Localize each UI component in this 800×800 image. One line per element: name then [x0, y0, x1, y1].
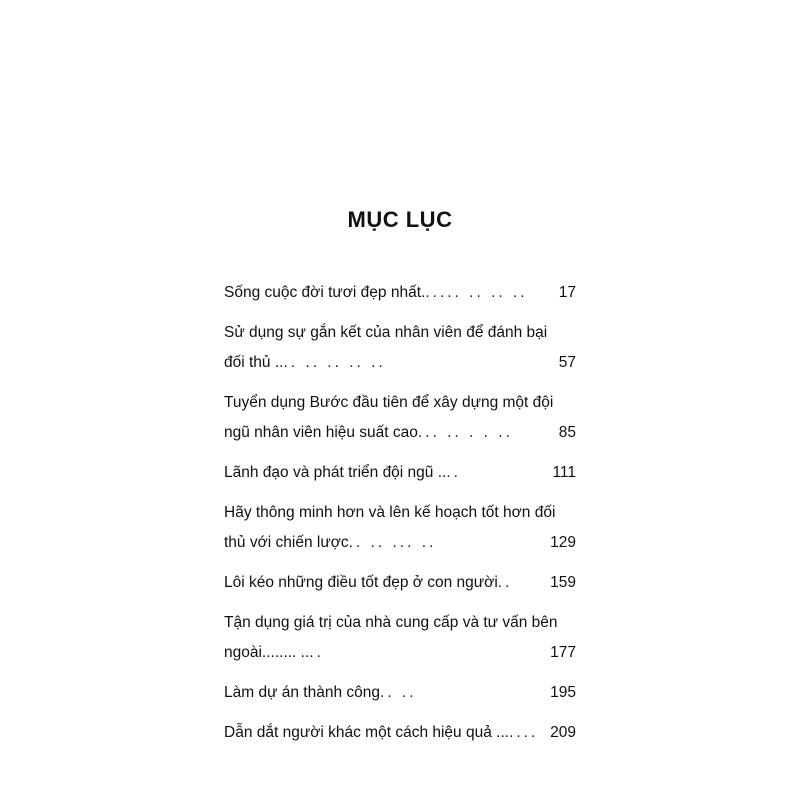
toc-entry-title: Sống cuộc đời tươi đẹp nhất.: [224, 284, 426, 301]
toc-entry: [224, 718, 576, 748]
toc-entry-line: [224, 718, 576, 748]
toc-entry-line: [224, 318, 576, 348]
toc-entry-title: đối thủ ..: [224, 354, 284, 371]
toc-entry: [224, 318, 576, 378]
toc-heading: MỤC LỤC: [347, 207, 453, 232]
toc-page-number: 111: [552, 464, 576, 481]
toc-page-number: 159: [550, 574, 576, 591]
toc-entry: [224, 278, 576, 308]
toc-page-number: 195: [550, 684, 576, 701]
toc-entry: [224, 568, 576, 598]
toc-page-number: 85: [558, 424, 576, 441]
toc-page-number: 57: [558, 354, 576, 371]
toc-entry: [224, 498, 576, 558]
toc-page-number: 177: [550, 644, 576, 661]
toc-entry-title: Hãy thông minh hơn và lên kế hoạch tốt hơn đối: [224, 504, 556, 521]
toc-dot-leader: ..: [497, 574, 513, 591]
toc-entry: [224, 458, 576, 488]
toc-dot-leader: ... .. . . ..: [417, 424, 513, 441]
toc-entry-title: ngũ nhân viên hiệu suất cao: [224, 424, 418, 441]
toc-entry-line: [224, 388, 576, 418]
toc-page-number: 129: [550, 534, 576, 551]
toc-entry-line: [224, 458, 576, 488]
toc-entry-title: Lôi kéo những điều tốt đẹp ở con người: [224, 574, 498, 591]
toc-entry-line: [224, 348, 576, 378]
toc-page-number: 209: [550, 724, 576, 741]
toc-entry-line: [224, 498, 576, 528]
toc-dot-leader: .. ..: [380, 684, 417, 701]
toc-entry: [224, 388, 576, 448]
toc-entry: [224, 608, 576, 668]
toc-dot-leader: .. .. .. .. ..: [283, 354, 386, 371]
toc-entry-title: Tuyển dụng Bước đầu tiên để xây dựng một đội: [224, 394, 554, 411]
toc-dot-leader: ..: [446, 464, 461, 481]
toc-entry-title: ngoài........ ..: [224, 644, 310, 661]
toc-entry-line: [224, 638, 576, 668]
toc-list: [224, 278, 576, 758]
toc-entry-line: [224, 278, 576, 308]
toc-entry-line: [224, 568, 576, 598]
toc-entry-title: Làm dự án thành công: [224, 684, 381, 701]
toc-dot-leader: ..: [309, 644, 324, 661]
toc-entry-line: [224, 608, 576, 638]
toc-entry-line: [224, 678, 576, 708]
toc-entry-line: [224, 418, 576, 448]
toc-entry-title: Tận dụng giá trị của nhà cung cấp và tư vấn bên: [224, 614, 558, 631]
toc-entry-title: Lãnh đạo và phát triển đội ngũ ..: [224, 464, 447, 481]
toc-dot-leader: .. .. ... ..: [348, 534, 437, 551]
toc-dot-leader: ....: [509, 724, 539, 741]
toc-entry-title: Sử dụng sự gắn kết của nhân viên để đánh bại: [224, 324, 548, 341]
toc-page-number: 17: [558, 284, 576, 301]
toc-entry: [224, 678, 576, 708]
toc-entry-title: thủ với chiến lược: [224, 534, 349, 551]
toc-entry-title: Dẫn dắt người khác một cách hiệu quả ...: [224, 724, 510, 741]
toc-dot-leader: ..... .. .. ..: [425, 284, 528, 301]
toc-entry-line: [224, 528, 576, 558]
